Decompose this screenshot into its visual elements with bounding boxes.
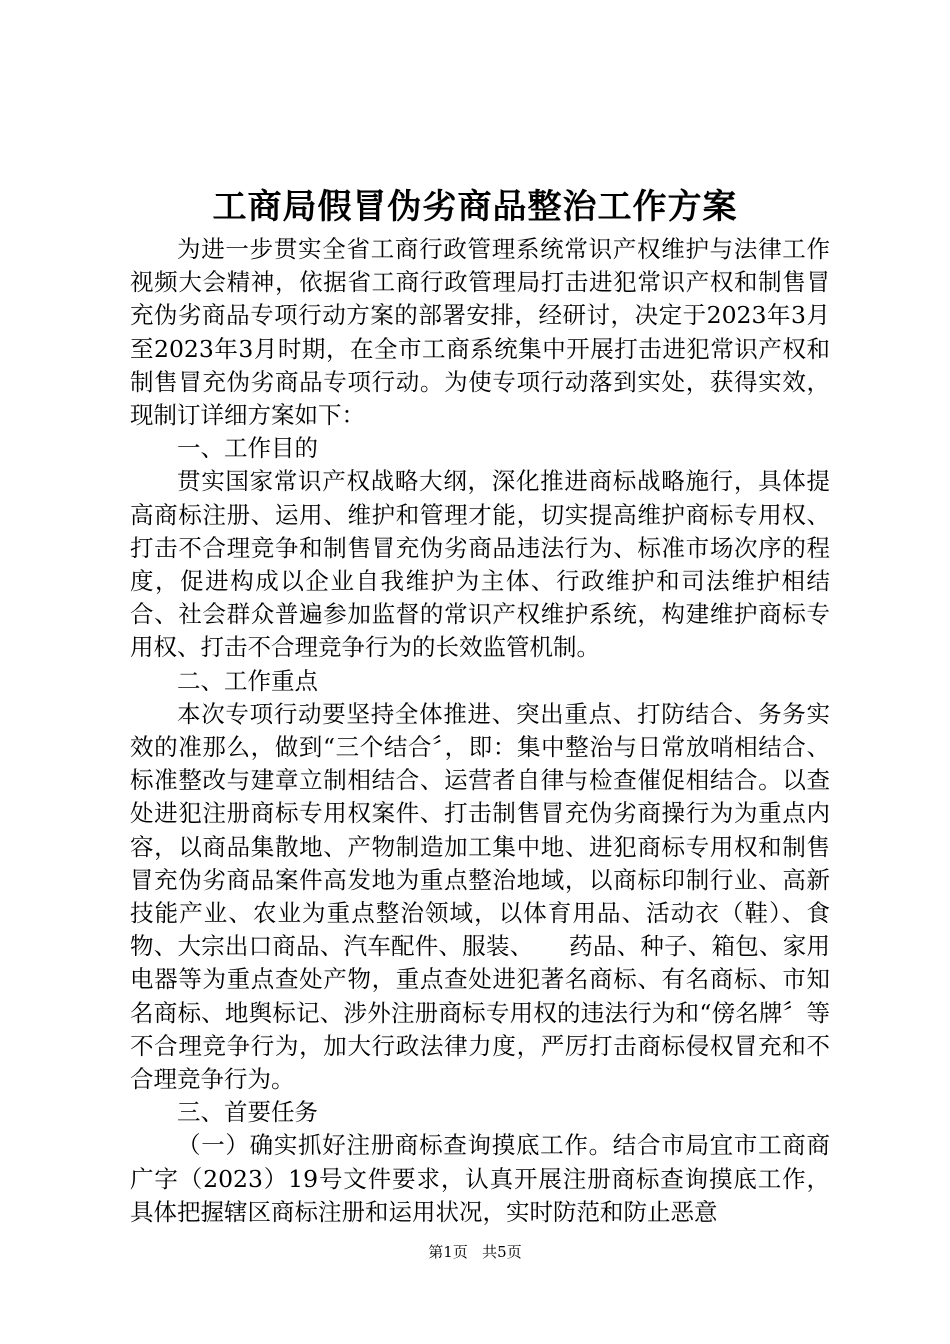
section-heading-objectives: 一、工作目的 xyxy=(177,434,318,463)
tasks-paragraph: （一）确实抓好注册商标查询摸底工作。结合市局宜市工商商广字（2023）19号文件要求，认真开展注册商标查询摸底工作，具体把握辖区商标注册和运用状况，实时防范和防止恶意 xyxy=(130,1131,830,1226)
objectives-paragraph: 贯实国家常识产权战略大纲，深化推进商标战略施行，具体提高商标注册、运用、维护和管理才能，切实提高维护商标专用权、打击不合理竞争和制售冒充伪劣商品违法行为、标准市场次序的程度，促进构成以企业自我维护为主体、行政维护和司法维护相结合、社会群众普遍参加监督的常识产权维护系统，构建维护商标专用权、打击不合理竞争行为的长效监管机制。 xyxy=(130,467,830,662)
total-pages: 共5页 xyxy=(482,1243,522,1261)
document-body xyxy=(130,233,830,1229)
section-heading-focus: 二、工作重点 xyxy=(177,666,318,695)
focus-paragraph: 本次专项行动要坚持全体推进、突出重点、打防结合、务务实效的准那么，做到“三个结合〞，即：集中整治与日常放哨相结合、标准整改与建章立制相结合、运营者自律与检查催促相结合。以查处进犯注册商标专用权案件、打击制售冒充伪劣商操行为为重点内容，以商品集散地、产物制造加工集中地、进犯商标专用权和制售冒充伪劣商品案件高发地为重点整治地域，以商标印制行业、高新技能产业、农业为重点整治领域，以体育用品、活动衣（鞋）、食物、大宗出口商品、汽车配件、服装、 药品、种子、箱包、家用电器等为重点查处产物，重点查处进犯著名商标、有名商标、市知名商标、地舆标记、涉外注册商标专用权的违法行为和“傍名牌〞等不合理竞争行为，加大行政法律力度，严厉打击商标侵权冒充和不合理竞争行为。 xyxy=(130,699,830,1094)
document-title: 工商局假冒伪劣商品整治工作方案 xyxy=(212,187,738,227)
page-number: 第1页 xyxy=(428,1243,468,1261)
section-heading-tasks: 三、首要任务 xyxy=(177,1098,318,1127)
intro-paragraph: 为进一步贯实全省工商行政管理系统常识产权维护与法律工作视频大会精神，依据省工商行政管理局打击进犯常识产权和制售冒充伪劣商品专项行动方案的部署安排，经研讨，决定于2023年3月至2023年3月时期，在全市工商系统集中开展打击进犯常识产权和制售冒充伪劣商品专项行动。为使专项行动落到实处，获得实效，现制订详细方案如下： xyxy=(130,235,830,430)
page-footer xyxy=(0,1241,950,1263)
page-separator xyxy=(473,1243,478,1261)
